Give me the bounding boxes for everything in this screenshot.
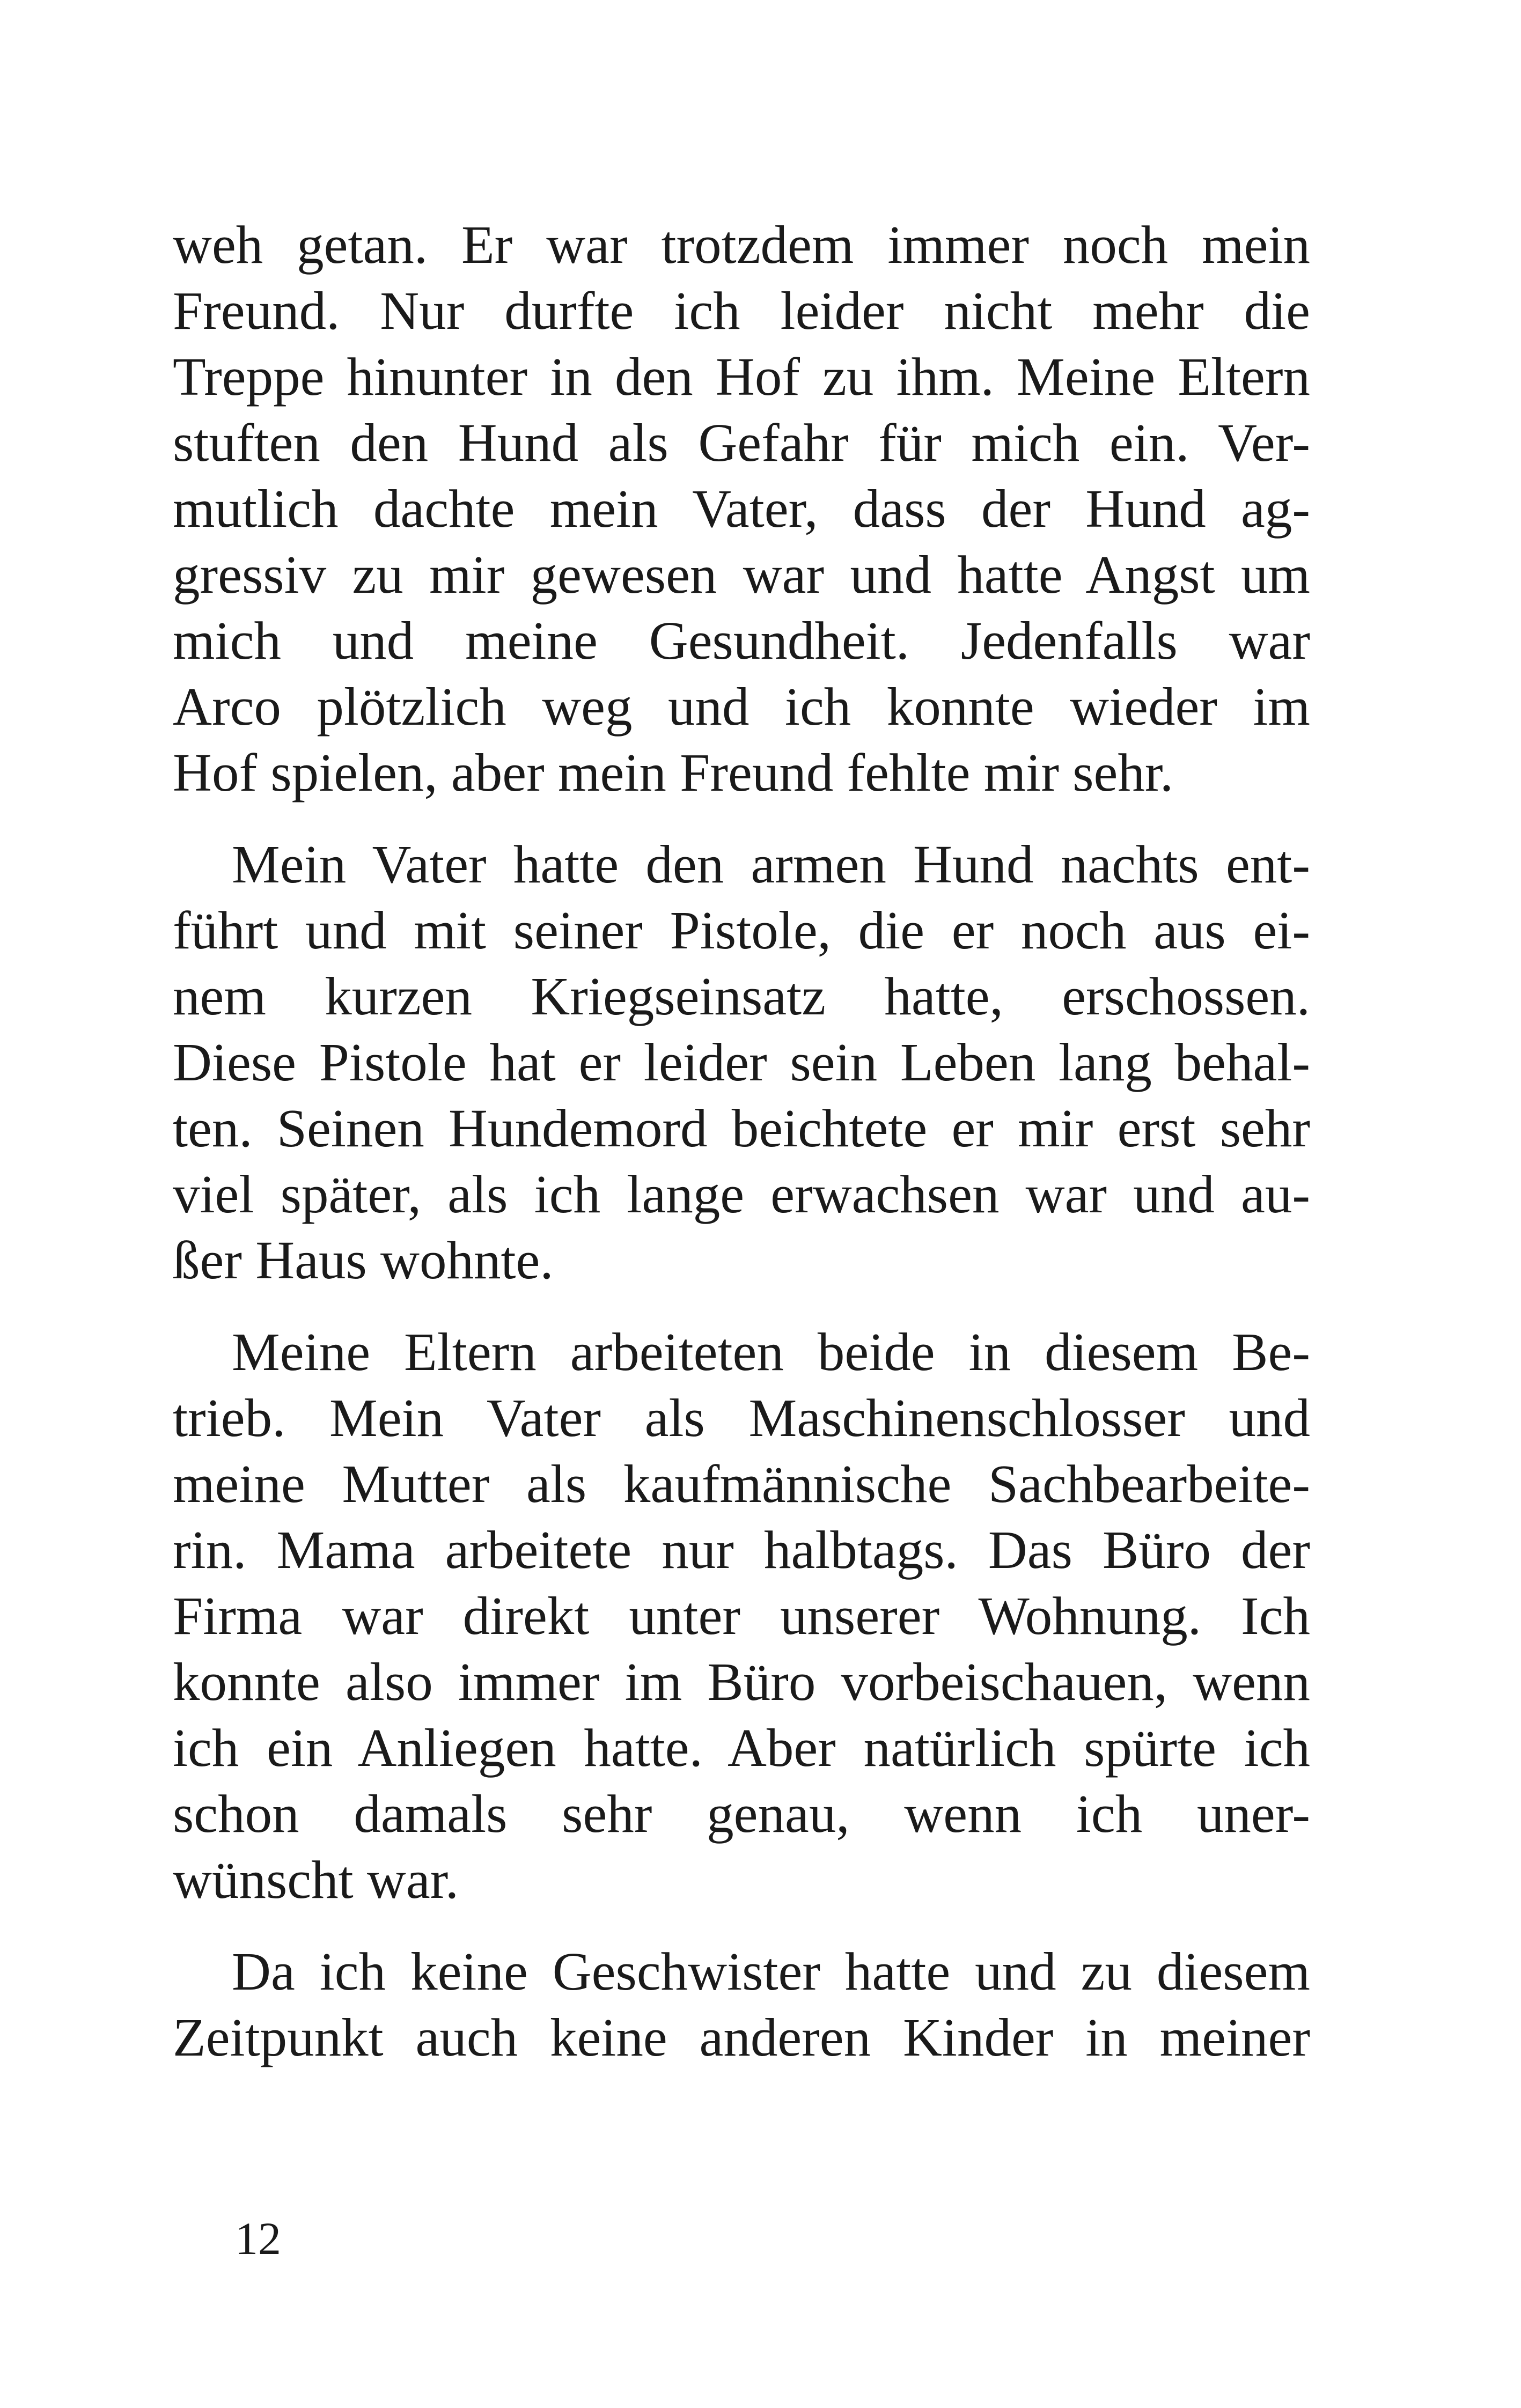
text-line: rin. Mama arbeitete nur halbtags. Das Büro der xyxy=(173,1520,1310,1580)
text-line: führt und mit seiner Pistole, die er noch aus ei- xyxy=(173,900,1310,960)
text-line: meine Mutter als kaufmännische Sachbearbeite- xyxy=(173,1454,1310,1514)
text-line: Da ich keine Geschwister hatte und zu diesem xyxy=(232,1941,1310,2001)
text-line: Zeitpunkt auch keine anderen Kinder in meiner xyxy=(173,2007,1310,2067)
text-line: mutlich dachte mein Vater, dass der Hund ag- xyxy=(173,478,1310,539)
paragraph-4 xyxy=(173,1939,1310,2071)
book-page-text xyxy=(173,212,1310,2096)
text-line: Firma war direkt unter unserer Wohnung. Ich xyxy=(173,1586,1310,1646)
text-line: gressiv zu mir gewesen war und hatte Angst um xyxy=(173,544,1310,605)
text-line: ich ein Anliegen hatte. Aber natürlich spürte ich xyxy=(173,1718,1310,1778)
text-line: stuften den Hund als Gefahr für mich ein. Ver- xyxy=(173,413,1310,473)
text-line: Diese Pistole hat er leider sein Leben lang behal- xyxy=(173,1032,1310,1092)
text-line: Freund. Nur durfte ich leider nicht mehr die xyxy=(173,281,1310,341)
text-line: konnte also immer im Büro vorbeischauen, wenn xyxy=(173,1652,1310,1712)
text-line: mich und meine Gesundheit. Jedenfalls war xyxy=(173,610,1310,671)
text-line: Hof spielen, aber mein Freund fehlte mir sehr. xyxy=(173,742,1174,802)
text-line: ßer Haus wohnte. xyxy=(173,1230,554,1290)
text-line: wünscht war. xyxy=(173,1850,459,1910)
text-line: schon damals sehr genau, wenn ich uner- xyxy=(173,1784,1310,1844)
text-line: weh getan. Er war trotzdem immer noch mein xyxy=(173,215,1310,275)
text-line: trieb. Mein Vater als Maschinenschlosser und xyxy=(173,1388,1310,1448)
paragraph-2 xyxy=(173,831,1310,1293)
text-line: nem kurzen Kriegseinsatz hatte, erschossen. xyxy=(173,966,1310,1026)
text-line: Meine Eltern arbeiteten beide in diesem Be- xyxy=(232,1322,1310,1382)
paragraph-3 xyxy=(173,1319,1310,1913)
text-line: Treppe hinunter in den Hof zu ihm. Meine Eltern xyxy=(173,347,1310,407)
page-number: 12 xyxy=(235,2213,281,2264)
text-line: viel später, als ich lange erwachsen war und au- xyxy=(173,1164,1310,1224)
text-line: ten. Seinen Hundemord beichtete er mir erst sehr xyxy=(173,1098,1310,1158)
text-line: Mein Vater hatte den armen Hund nachts ent- xyxy=(232,834,1310,894)
text-line: Arco plötzlich weg und ich konnte wieder im xyxy=(173,676,1310,737)
paragraph-1 xyxy=(173,212,1310,806)
